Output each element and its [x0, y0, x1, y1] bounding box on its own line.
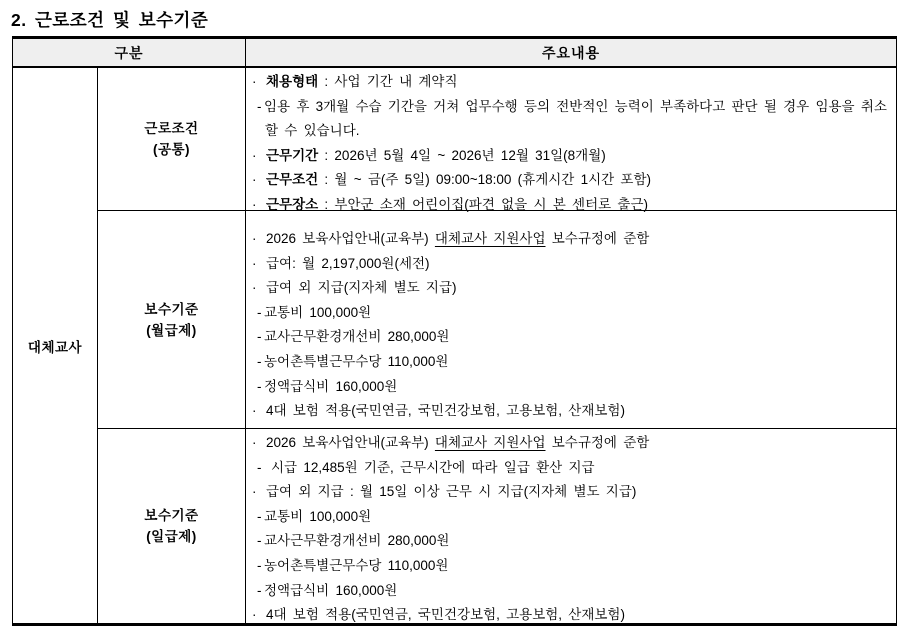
bullet-marker: · [252, 484, 257, 500]
text-segment: 시급 12,485원 기준, 근무시간에 따라 일급 환산 지급 [271, 459, 595, 475]
content-line [252, 276, 890, 301]
content-line [257, 350, 890, 375]
text-segment: 보수규정에 준함 [545, 231, 650, 246]
text-segment: 2026 보육사업안내(교육부) [266, 435, 435, 450]
dash-marker: - [257, 508, 262, 524]
text-segment: : 2026년 5월 4일 ~ 2026년 12월 31일(8개월) [318, 147, 606, 163]
text-segment: 정액급식비 160,000원 [264, 582, 398, 598]
bullet-marker: · [252, 403, 257, 419]
bullet-marker: · [252, 74, 257, 89]
table-header-content: 주요내용 [246, 39, 896, 68]
dash-marker: - [257, 98, 262, 114]
content-line [252, 144, 890, 169]
text-segment: 보수규정에 준함 [545, 435, 650, 450]
category-label-line: 보수기준 [144, 301, 199, 317]
dash-marker: - [257, 459, 268, 475]
category-cell-pay-monthly [98, 211, 246, 429]
bullet-marker: · [252, 255, 257, 271]
content-line [257, 554, 890, 579]
content-line [252, 252, 890, 277]
dash-marker: - [257, 329, 262, 345]
content-line [257, 301, 890, 326]
row-group-label: 대체교사 [13, 68, 98, 623]
text-segment: : 월 ~ 금(주 5일) 09:00~18:00 (휴게시간 1시간 포함) [318, 172, 652, 188]
bullet-marker: · [252, 280, 257, 296]
text-segment: 근무장소 [266, 196, 319, 212]
text-segment: 근무조건 [266, 172, 319, 188]
bullet-marker: · [252, 435, 257, 450]
category-label-line: (일급제) [146, 529, 197, 544]
content-line [252, 227, 890, 252]
table-header-category: 구분 [13, 39, 246, 68]
text-segment: 급여 외 지급 : 월 15일 이상 근무 시 지급(지자체 별도 지급) [266, 484, 637, 500]
text-segment: 대체교사 지원사업 [434, 231, 546, 246]
text-segment: 농어촌특별근무수당 110,000원 [264, 557, 449, 573]
dash-marker: - [257, 557, 262, 573]
text-segment: 교통비 100,000원 [264, 304, 372, 320]
text-segment: 교통비 100,000원 [264, 508, 372, 524]
content-line [257, 529, 890, 554]
category-label-line: (월급제) [146, 322, 197, 338]
content-line [257, 325, 890, 350]
content-line [257, 505, 890, 530]
text-segment: 채용형태 [266, 74, 319, 89]
text-segment: 임용 후 3개월 수습 기간을 거쳐 업무수행 등의 전반적인 능력이 부족하다고 판단 될 경우 임용을 취소할 수 있습니다. [264, 98, 887, 139]
text-segment: 교사근무환경개선비 280,000원 [264, 329, 450, 345]
category-cell-pay-daily [98, 429, 246, 623]
category-label-line: 근로조건 [144, 121, 199, 136]
dash-marker: - [257, 533, 262, 549]
conditions-table [12, 36, 897, 626]
content-cell-pay-monthly [246, 211, 896, 429]
text-segment: 4대 보험 적용(국민연금, 국민건강보험, 고용보험, 산재보험) [266, 403, 625, 419]
content-line [252, 431, 890, 456]
category-label-line: 보수기준 [144, 508, 199, 523]
bullet-marker: · [252, 147, 257, 163]
content-line [257, 456, 890, 481]
text-segment: 교사근무환경개선비 280,000원 [264, 533, 450, 549]
dash-marker: - [257, 353, 262, 369]
bullet-marker: · [252, 231, 257, 246]
content-line [252, 480, 890, 505]
category-label-line: (공통) [152, 142, 191, 157]
content-line [252, 70, 890, 95]
category-cell-working-conditions [98, 68, 246, 211]
text-segment: 근무기간 [266, 147, 319, 163]
bullet-marker: · [252, 607, 257, 623]
dash-marker: - [257, 304, 262, 320]
text-segment: 4대 보험 적용(국민연금, 국민건강보험, 고용보험, 산재보험) [266, 607, 625, 623]
content-line [252, 399, 890, 424]
text-segment: 정액급식비 160,000원 [264, 378, 398, 394]
dash-marker: - [257, 582, 262, 598]
text-segment: 농어촌특별근무수당 110,000원 [264, 353, 449, 369]
content-line [252, 603, 890, 628]
text-segment: : 부안군 소재 어린이집(파견 없을 시 본 센터로 출근) [318, 196, 648, 212]
page-title: 2. 근로조건 및 보수기준 [11, 10, 209, 30]
text-segment: 급여 외 지급(지자체 별도 지급) [266, 280, 457, 296]
bullet-marker: · [252, 172, 257, 188]
text-segment: 대체교사 지원사업 [434, 435, 546, 450]
content-cell-working-conditions [246, 68, 896, 211]
text-segment: : 사업 기간 내 계약직 [318, 74, 458, 89]
content-line [257, 95, 890, 144]
content-line [257, 579, 890, 604]
text-segment: 급여: 월 2,197,000원(세전) [266, 255, 430, 271]
content-cell-pay-daily [246, 429, 896, 623]
content-line [257, 375, 890, 400]
dash-marker: - [257, 378, 262, 394]
text-segment: 2026 보육사업안내(교육부) [266, 231, 435, 246]
bullet-marker: · [252, 196, 257, 212]
content-line [252, 168, 890, 193]
